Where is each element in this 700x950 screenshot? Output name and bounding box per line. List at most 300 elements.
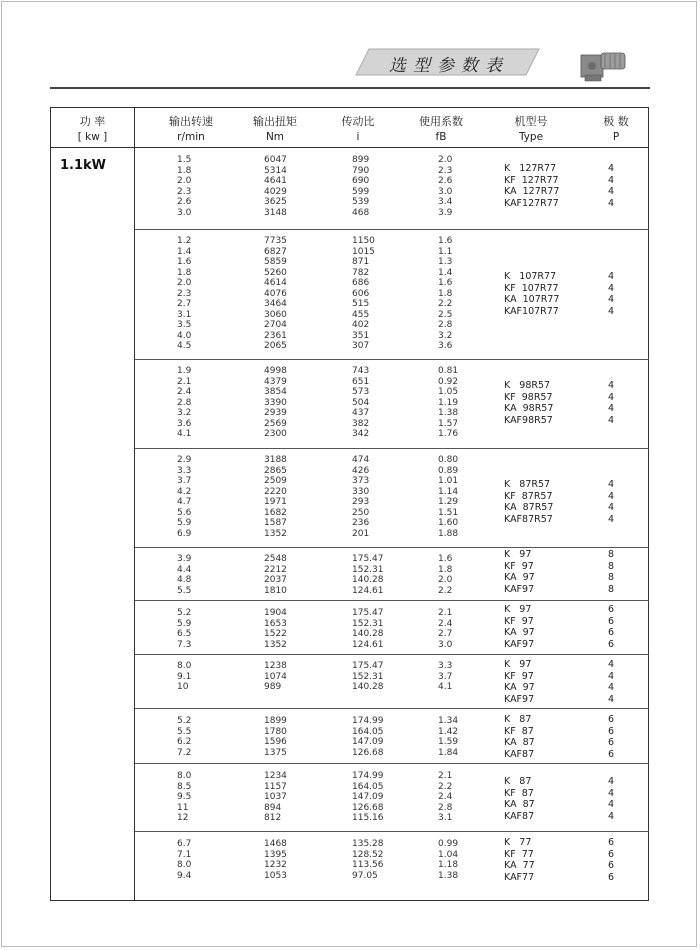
ratio-cell: 201 [352, 528, 370, 539]
poles-cell: 6 [607, 848, 614, 860]
factor-column [438, 366, 458, 440]
ratio-column [352, 236, 375, 352]
ratio-cell: 402 [352, 320, 370, 331]
factor-cell: 2.8 [438, 802, 453, 813]
ratio-cell: 1150 [352, 236, 375, 246]
model-cell: KA 97 [504, 682, 535, 693]
torque-cell: 1596 [264, 737, 287, 748]
factor-cell: 2.4 [438, 618, 453, 629]
poles-cell: 6 [607, 725, 614, 737]
torque-cell: 1682 [264, 507, 287, 518]
torque-cell: 1037 [264, 792, 287, 803]
header-rule [50, 87, 650, 89]
model-cell: KA 127R77 [504, 186, 560, 197]
model-cell: KAF87 [504, 810, 535, 822]
speed-cell: 2.7 [177, 299, 192, 310]
poles-column [594, 163, 614, 209]
factor-cell: 3.7 [438, 671, 453, 682]
poles-cell: 4 [607, 414, 614, 426]
speed-cell: 5.9 [177, 618, 192, 629]
model-cell: K 97 [504, 659, 532, 670]
poles-column [594, 714, 614, 760]
model-cell: KA 87 [504, 799, 535, 810]
speed-cell: 1.8 [177, 267, 192, 278]
model-cell: KF 97 [504, 615, 534, 627]
speed-cell: 2.8 [177, 397, 192, 408]
ratio-cell: 1015 [352, 246, 375, 257]
poles-cell: 4 [607, 197, 614, 209]
poles-cell: 8 [607, 583, 614, 595]
poles-cell: 8 [607, 549, 614, 560]
ratio-cell: 651 [352, 376, 370, 387]
ratio-cell: 342 [352, 429, 370, 440]
torque-cell: 2704 [264, 320, 287, 331]
model-cell: KA 87R57 [504, 502, 554, 513]
ratio-cell: 140.28 [352, 682, 384, 693]
ratio-cell: 790 [352, 165, 370, 176]
torque-cell: 1232 [264, 860, 287, 871]
header-divider [51, 147, 648, 148]
speed-column [177, 839, 191, 881]
ratio-cell: 164.05 [352, 781, 384, 792]
factor-cell: 2.2 [438, 585, 453, 596]
model-column [504, 163, 559, 209]
speed-cell: 6.5 [177, 629, 192, 640]
factor-cell: 2.1 [438, 608, 453, 618]
torque-cell: 4614 [264, 278, 287, 289]
ratio-cell: 426 [352, 465, 370, 476]
header-factor-label: 使用系数 [419, 115, 463, 128]
ratio-column [352, 455, 369, 539]
poles-cell: 6 [607, 638, 614, 650]
header-factor-unit: fB [435, 131, 447, 143]
speed-cell: 4.7 [177, 497, 192, 508]
title-banner [355, 48, 540, 76]
model-column [504, 776, 535, 822]
torque-column [264, 608, 287, 650]
model-cell: KF 98R57 [504, 391, 553, 403]
speed-cell: 2.1 [177, 376, 192, 387]
factor-cell: 1.19 [438, 397, 459, 408]
page-title: 选型参数表 [389, 56, 509, 76]
torque-cell: 1653 [264, 618, 287, 629]
factor-cell: 1.6 [438, 236, 453, 246]
ratio-cell: 573 [352, 387, 370, 398]
torque-cell: 1904 [264, 608, 287, 618]
factor-cell: 0.80 [438, 455, 459, 465]
ratio-cell: 115.16 [352, 813, 384, 824]
torque-cell: 1522 [264, 629, 287, 640]
torque-cell: 2065 [264, 341, 287, 352]
torque-cell: 6827 [264, 246, 287, 257]
factor-cell: 3.4 [438, 197, 453, 208]
speed-cell: 9.4 [177, 870, 192, 881]
torque-cell: 6047 [264, 155, 287, 165]
poles-cell: 6 [607, 615, 614, 627]
torque-column [264, 839, 287, 881]
torque-cell: 894 [264, 802, 282, 813]
ratio-cell: 539 [352, 197, 370, 208]
poles-cell: 8 [607, 572, 614, 583]
model-column [504, 479, 553, 525]
ratio-cell: 152.31 [352, 618, 384, 629]
factor-cell: 3.3 [438, 661, 453, 671]
torque-cell: 1375 [264, 747, 287, 758]
speed-cell: 3.5 [177, 320, 192, 331]
factor-cell: 2.2 [438, 781, 453, 792]
factor-cell: 2.1 [438, 771, 453, 781]
factor-column [438, 716, 458, 758]
speed-cell: 12 [177, 813, 189, 824]
factor-cell: 2.0 [438, 155, 453, 165]
torque-cell: 2300 [264, 429, 287, 440]
model-cell: K 87 [504, 776, 532, 787]
poles-cell: 4 [607, 513, 614, 525]
speed-column [177, 455, 191, 539]
header-factor [409, 115, 473, 144]
group-separator [135, 600, 649, 601]
poles-cell: 4 [607, 380, 614, 391]
factor-cell: 1.88 [438, 528, 459, 539]
speed-column [177, 366, 191, 440]
speed-cell: 1.5 [177, 155, 192, 165]
torque-cell: 3464 [264, 299, 287, 310]
model-cell: K 98R57 [504, 380, 551, 391]
poles-column [594, 479, 614, 525]
factor-cell: 0.81 [438, 366, 459, 376]
header-model [501, 115, 561, 144]
factor-cell: 0.89 [438, 465, 459, 476]
factor-cell: 2.6 [438, 176, 453, 187]
poles-cell: 6 [607, 860, 614, 871]
model-column [504, 837, 535, 883]
torque-cell: 2865 [264, 465, 287, 476]
model-cell: KF 97 [504, 560, 534, 572]
factor-cell: 1.60 [438, 518, 459, 529]
ratio-cell: 174.99 [352, 771, 384, 781]
ratio-cell: 152.31 [352, 564, 384, 575]
factor-cell: 3.0 [438, 639, 453, 650]
torque-cell: 1053 [264, 870, 287, 881]
group-separator [135, 708, 649, 709]
factor-column [438, 155, 452, 218]
speed-cell: 4.5 [177, 341, 192, 352]
factor-cell: 3.2 [438, 330, 453, 341]
poles-cell: 4 [607, 479, 614, 490]
header-poles-unit: P [612, 131, 620, 143]
speed-cell: 8.0 [177, 860, 192, 871]
ratio-cell: 124.61 [352, 585, 384, 596]
model-column [504, 549, 535, 595]
header-torque [245, 115, 305, 144]
torque-cell: 1971 [264, 497, 287, 508]
torque-cell: 1352 [264, 639, 287, 650]
speed-cell: 4.8 [177, 575, 192, 586]
speed-cell: 1.2 [177, 236, 192, 246]
ratio-column [352, 771, 384, 824]
group-separator [135, 229, 649, 230]
factor-cell: 2.0 [438, 575, 453, 586]
poles-cell: 6 [607, 714, 614, 725]
ratio-cell: 743 [352, 366, 370, 376]
poles-cell: 4 [607, 174, 614, 186]
poles-cell: 6 [607, 871, 614, 883]
ratio-cell: 437 [352, 408, 370, 419]
factor-cell: 2.2 [438, 299, 453, 310]
speed-column [177, 608, 191, 650]
factor-cell: 1.51 [438, 507, 459, 518]
ratio-cell: 293 [352, 497, 370, 508]
ratio-cell: 126.68 [352, 747, 384, 758]
torque-cell: 2548 [264, 554, 287, 564]
ratio-cell: 113.56 [352, 860, 384, 871]
factor-column [438, 608, 452, 650]
poles-cell: 6 [607, 627, 614, 638]
speed-cell: 7.2 [177, 747, 192, 758]
model-cell: K 97 [504, 604, 532, 615]
model-cell: KA 107R77 [504, 294, 560, 305]
factor-cell: 3.1 [438, 813, 453, 824]
group-separator [135, 654, 649, 655]
speed-cell: 9.1 [177, 671, 192, 682]
factor-cell: 1.76 [438, 429, 459, 440]
speed-cell: 8.5 [177, 781, 192, 792]
poles-cell: 4 [607, 163, 614, 174]
ratio-cell: 468 [352, 207, 370, 218]
ratio-cell: 373 [352, 476, 370, 487]
speed-cell: 4.0 [177, 330, 192, 341]
poles-cell: 6 [607, 748, 614, 760]
ratio-column [352, 608, 384, 650]
torque-cell: 1587 [264, 518, 287, 529]
header-ratio-unit: i [356, 131, 360, 143]
torque-cell: 1234 [264, 771, 287, 781]
torque-cell: 7735 [264, 236, 287, 246]
factor-cell: 1.84 [438, 747, 459, 758]
ratio-cell: 455 [352, 309, 370, 320]
model-cell: K 127R77 [504, 163, 557, 174]
speed-cell: 2.3 [177, 186, 192, 197]
poles-column [594, 604, 614, 650]
speed-cell: 4.1 [177, 429, 192, 440]
group-separator [135, 359, 649, 360]
factor-column [438, 236, 452, 352]
torque-column [264, 236, 287, 352]
ratio-column [352, 839, 384, 881]
header-torque-unit: Nm [265, 131, 285, 143]
header-torque-label: 输出扭矩 [253, 115, 297, 128]
model-column [504, 271, 559, 317]
header-poles-label: 极 数 [603, 115, 629, 128]
factor-cell: 1.01 [438, 476, 459, 487]
torque-column [264, 155, 287, 218]
factor-cell: 1.8 [438, 564, 453, 575]
ratio-cell: 164.05 [352, 726, 384, 737]
model-cell: KA 97 [504, 627, 535, 638]
speed-cell: 2.0 [177, 278, 192, 289]
factor-cell: 1.4 [438, 267, 453, 278]
group-separator [135, 763, 649, 764]
poles-cell: 6 [607, 837, 614, 848]
torque-cell: 1157 [264, 781, 287, 792]
poles-cell: 4 [607, 799, 614, 810]
torque-column [264, 554, 287, 596]
factor-cell: 2.5 [438, 309, 453, 320]
torque-cell: 1074 [264, 671, 287, 682]
speed-cell: 6.2 [177, 737, 192, 748]
torque-cell: 2212 [264, 564, 287, 575]
speed-cell: 5.6 [177, 507, 192, 518]
torque-cell: 4029 [264, 186, 287, 197]
factor-cell: 3.6 [438, 341, 453, 352]
speed-cell: 2.4 [177, 387, 192, 398]
ratio-cell: 474 [352, 455, 370, 465]
poles-cell: 8 [607, 560, 614, 572]
factor-cell: 1.34 [438, 716, 459, 726]
ratio-cell: 871 [352, 257, 370, 268]
torque-cell: 2939 [264, 408, 287, 419]
factor-cell: 1.6 [438, 554, 453, 564]
factor-column [438, 455, 458, 539]
poles-cell: 4 [607, 670, 614, 682]
model-cell: KF 87R57 [504, 490, 553, 502]
ratio-cell: 124.61 [352, 639, 384, 650]
model-column [504, 604, 535, 650]
ratio-cell: 97.05 [352, 870, 378, 881]
speed-cell: 5.2 [177, 716, 192, 726]
speed-cell: 3.1 [177, 309, 192, 320]
speed-column [177, 236, 191, 352]
model-cell: KF 87 [504, 725, 534, 737]
speed-cell: 11 [177, 802, 189, 813]
model-cell: K 87 [504, 714, 532, 725]
ratio-column [352, 661, 384, 693]
header-speed-unit: r/min [177, 131, 205, 143]
poles-cell: 4 [607, 282, 614, 294]
ratio-cell: 250 [352, 507, 370, 518]
poles-column [594, 776, 614, 822]
poles-cell: 4 [607, 186, 614, 197]
speed-cell: 1.6 [177, 257, 192, 268]
torque-column [264, 455, 287, 539]
factor-cell: 1.18 [438, 860, 459, 871]
ratio-cell: 126.68 [352, 802, 384, 813]
factor-cell: 1.38 [438, 870, 459, 881]
torque-column [264, 716, 287, 758]
factor-cell: 3.0 [438, 186, 453, 197]
speed-cell: 3.9 [177, 554, 192, 564]
model-cell: KAF87R57 [504, 513, 553, 525]
model-column [504, 380, 553, 426]
factor-cell: 1.6 [438, 278, 453, 289]
speed-cell: 10 [177, 682, 189, 693]
model-cell: KF 97 [504, 670, 534, 682]
torque-cell: 3148 [264, 207, 287, 218]
speed-cell: 2.9 [177, 455, 192, 465]
factor-cell: 1.57 [438, 418, 459, 429]
speed-column [177, 716, 191, 758]
model-cell: KA 77 [504, 860, 535, 871]
speed-cell: 1.8 [177, 165, 192, 176]
factor-cell: 1.42 [438, 726, 459, 737]
torque-cell: 989 [264, 682, 282, 693]
factor-cell: 1.29 [438, 497, 459, 508]
ratio-cell: 599 [352, 186, 370, 197]
ratio-cell: 686 [352, 278, 370, 289]
torque-cell: 1352 [264, 528, 287, 539]
speed-cell: 3.2 [177, 408, 192, 419]
speed-cell: 3.6 [177, 418, 192, 429]
torque-cell: 3625 [264, 197, 287, 208]
factor-cell: 2.8 [438, 320, 453, 331]
torque-cell: 5859 [264, 257, 287, 268]
model-cell: K 97 [504, 549, 532, 560]
poles-cell: 4 [607, 294, 614, 305]
torque-cell: 4641 [264, 176, 287, 187]
torque-cell: 1899 [264, 716, 287, 726]
speed-column [177, 661, 191, 693]
speed-cell: 8.0 [177, 661, 192, 671]
poles-cell: 4 [607, 659, 614, 670]
model-column [504, 714, 535, 760]
torque-cell: 2037 [264, 575, 287, 586]
model-cell: K 77 [504, 837, 532, 848]
torque-cell: 1395 [264, 849, 287, 860]
speed-cell: 4.2 [177, 486, 192, 497]
factor-cell: 1.3 [438, 257, 453, 268]
poles-cell: 4 [607, 271, 614, 282]
torque-column [264, 771, 287, 824]
header-power-unit: [ kw ] [77, 131, 108, 143]
poles-cell: 4 [607, 490, 614, 502]
poles-cell: 4 [607, 502, 614, 513]
speed-cell: 3.0 [177, 207, 192, 218]
torque-cell: 2509 [264, 476, 287, 487]
factor-column [438, 839, 458, 881]
model-cell: KA 97 [504, 572, 535, 583]
model-cell: K 87R57 [504, 479, 551, 490]
factor-cell: 1.38 [438, 408, 459, 419]
speed-cell: 6.7 [177, 839, 192, 849]
factor-cell: 1.04 [438, 849, 459, 860]
ratio-cell: 135.28 [352, 839, 384, 849]
ratio-column [352, 155, 369, 218]
factor-cell: 1.14 [438, 486, 459, 497]
torque-column [264, 366, 287, 440]
speed-cell: 7.3 [177, 639, 192, 650]
speed-column [177, 554, 191, 596]
group-separator [135, 547, 649, 548]
speed-cell: 2.3 [177, 288, 192, 299]
ratio-cell: 899 [352, 155, 370, 165]
poles-cell: 4 [607, 810, 614, 822]
torque-cell: 3390 [264, 397, 287, 408]
power-value: 1.1kW [60, 158, 107, 173]
header-power [51, 115, 134, 144]
gear-motor-image [577, 45, 632, 85]
speed-cell: 1.4 [177, 246, 192, 257]
ratio-cell: 504 [352, 397, 370, 408]
torque-cell: 1810 [264, 585, 287, 596]
poles-cell: 4 [607, 391, 614, 403]
model-column [504, 659, 535, 705]
model-cell: KAF97 [504, 638, 535, 650]
factor-cell: 1.59 [438, 737, 459, 748]
poles-cell: 6 [607, 604, 614, 615]
header-power-label: 功 率 [79, 115, 106, 128]
factor-column [438, 771, 452, 824]
model-cell: KAF97 [504, 583, 535, 595]
